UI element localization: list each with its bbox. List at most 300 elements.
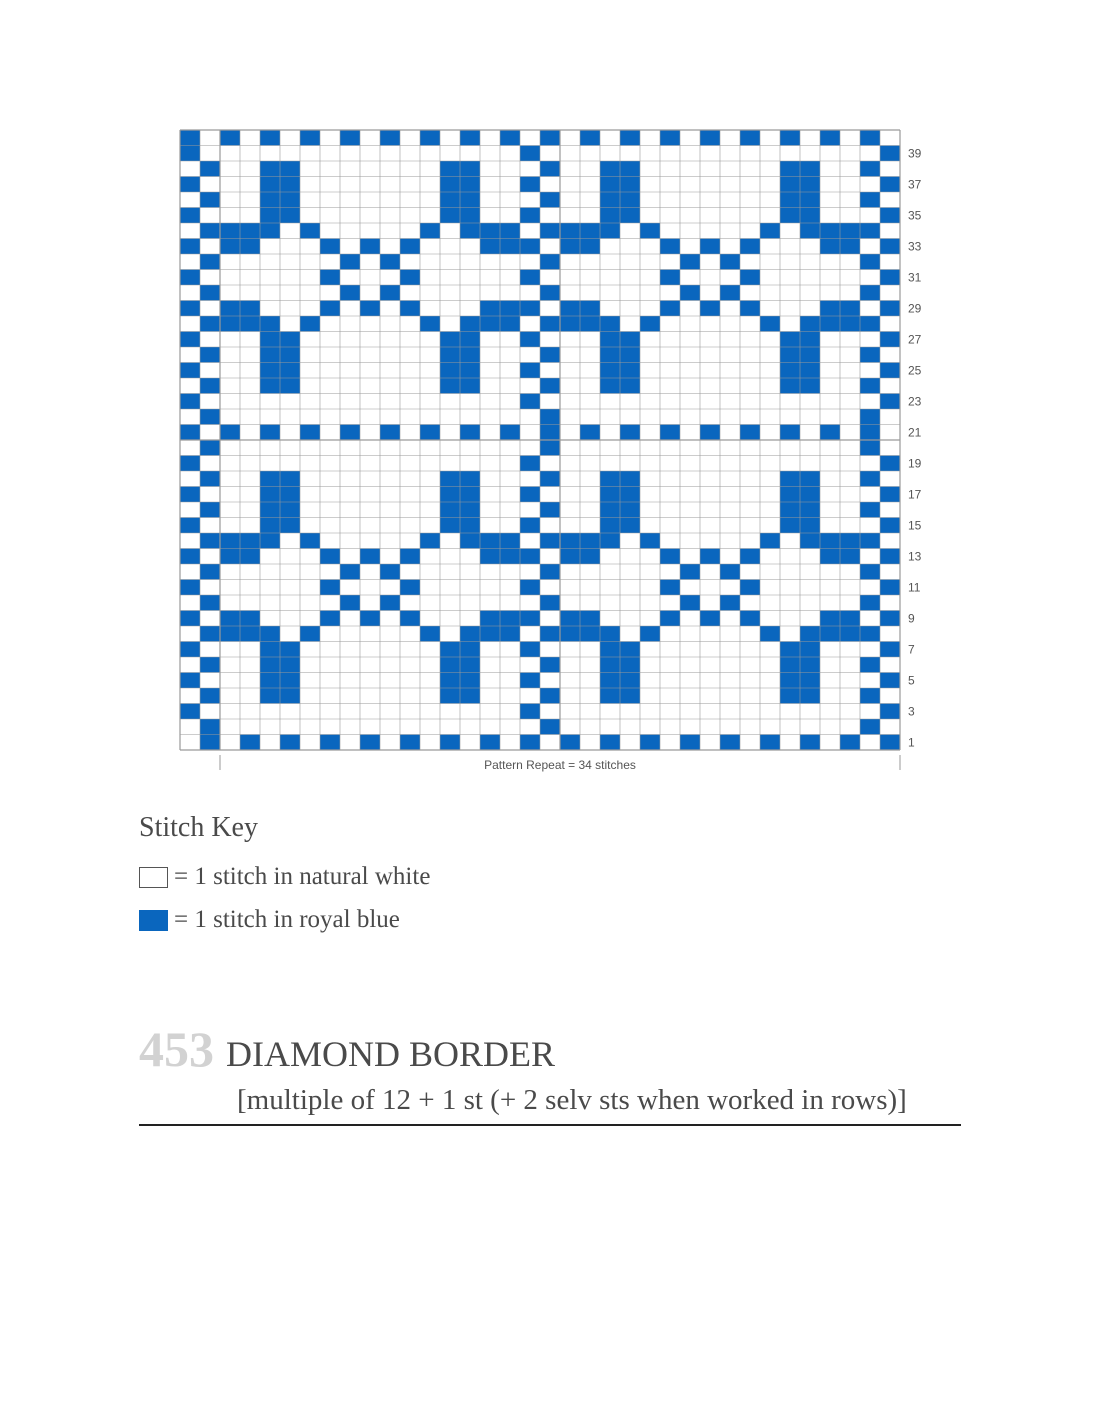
stitch-cell xyxy=(820,146,840,162)
stitch-cell xyxy=(640,177,660,193)
stitch-cell xyxy=(560,626,580,642)
stitch-cell xyxy=(640,440,660,456)
stitch-cell xyxy=(520,533,540,549)
stitch-cell xyxy=(720,161,740,177)
stitch-cell xyxy=(420,456,440,472)
stitch-cell xyxy=(520,301,540,317)
stitch-cell xyxy=(540,161,560,177)
stitch-cell xyxy=(340,595,360,611)
stitch-cell xyxy=(620,657,640,673)
stitch-cell xyxy=(600,518,620,534)
stitch-cell xyxy=(840,580,860,596)
stitch-cell xyxy=(420,657,440,673)
stitch-cell xyxy=(780,270,800,286)
stitch-cell xyxy=(460,688,480,704)
stitch-cell xyxy=(360,595,380,611)
stitch-cell xyxy=(340,719,360,735)
stitch-cell xyxy=(380,533,400,549)
stitch-cell xyxy=(440,425,460,441)
stitch-cell xyxy=(440,595,460,611)
stitch-cell xyxy=(620,564,640,580)
stitch-cell xyxy=(280,301,300,317)
stitch-cell xyxy=(780,440,800,456)
stitch-cell xyxy=(640,223,660,239)
stitch-cell xyxy=(200,332,220,348)
stitch-cell xyxy=(180,425,200,441)
stitch-cell xyxy=(440,239,460,255)
stitch-cell xyxy=(700,270,720,286)
stitch-cell xyxy=(240,673,260,689)
stitch-cell xyxy=(880,704,900,720)
stitch-cell xyxy=(360,347,380,363)
stitch-cell xyxy=(720,177,740,193)
stitch-cell xyxy=(840,208,860,224)
stitch-cell xyxy=(880,456,900,472)
stitch-cell xyxy=(220,146,240,162)
stitch-cell xyxy=(700,409,720,425)
row-label: 37 xyxy=(908,177,922,192)
stitch-cell xyxy=(780,378,800,394)
stitch-cell xyxy=(500,471,520,487)
stitch-cell xyxy=(640,363,660,379)
stitch-cell xyxy=(360,673,380,689)
stitch-cell xyxy=(480,533,500,549)
stitch-cell xyxy=(620,440,640,456)
stitch-cell xyxy=(300,657,320,673)
stitch-cell xyxy=(860,177,880,193)
stitch-cell xyxy=(560,719,580,735)
stitch-cell xyxy=(320,533,340,549)
stitch-cell xyxy=(520,564,540,580)
stitch-cell xyxy=(320,192,340,208)
stitch-cell xyxy=(400,239,420,255)
stitch-cell xyxy=(860,239,880,255)
stitch-cell xyxy=(520,208,540,224)
stitch-cell xyxy=(320,549,340,565)
stitch-cell xyxy=(820,161,840,177)
stitch-cell xyxy=(400,673,420,689)
stitch-cell xyxy=(240,161,260,177)
stitch-cell xyxy=(860,518,880,534)
stitch-cell xyxy=(200,239,220,255)
stitch-cell xyxy=(520,409,540,425)
stitch-cell xyxy=(840,254,860,270)
stitch-cell xyxy=(540,316,560,332)
stitch-cell xyxy=(780,533,800,549)
stitch-cell xyxy=(880,208,900,224)
stitch-cell xyxy=(860,549,880,565)
stitch-cell xyxy=(320,673,340,689)
stitch-cell xyxy=(580,704,600,720)
stitch-cell xyxy=(840,409,860,425)
stitch-cell xyxy=(460,254,480,270)
stitch-cell xyxy=(460,533,480,549)
stitch-cell xyxy=(600,161,620,177)
stitch-cell xyxy=(640,285,660,301)
stitch-cell xyxy=(340,518,360,534)
stitch-cell xyxy=(360,533,380,549)
stitch-cell xyxy=(620,487,640,503)
stitch-cell xyxy=(560,456,580,472)
stitch-cell xyxy=(500,564,520,580)
stitch-cell xyxy=(420,363,440,379)
stitch-cell xyxy=(440,332,460,348)
stitch-cell xyxy=(740,301,760,317)
row-label: 23 xyxy=(908,394,922,409)
stitch-cell xyxy=(720,735,740,751)
stitch-cell xyxy=(300,642,320,658)
stitch-cell xyxy=(220,270,240,286)
stitch-cell xyxy=(580,270,600,286)
stitch-cell xyxy=(280,549,300,565)
stitch-cell xyxy=(760,425,780,441)
stitch-cell xyxy=(400,192,420,208)
stitch-cell xyxy=(660,425,680,441)
stitch-cell xyxy=(220,518,240,534)
stitch-cell xyxy=(180,270,200,286)
stitch-cell xyxy=(580,332,600,348)
stitch-cell xyxy=(860,564,880,580)
stitch-cell xyxy=(760,440,780,456)
stitch-cell xyxy=(700,549,720,565)
stitch-cell xyxy=(520,192,540,208)
stitch-cell xyxy=(580,316,600,332)
stitch-cell xyxy=(860,502,880,518)
stitch-cell xyxy=(820,347,840,363)
stitch-cell xyxy=(840,657,860,673)
stitch-cell xyxy=(380,223,400,239)
stitch-cell xyxy=(780,719,800,735)
stitch-cell xyxy=(740,270,760,286)
stitch-cell xyxy=(500,735,520,751)
stitch-cell xyxy=(320,564,340,580)
stitch-key-title: Stitch Key xyxy=(139,812,258,843)
stitch-cell xyxy=(560,580,580,596)
stitch-cell xyxy=(520,502,540,518)
stitch-cell xyxy=(720,146,740,162)
stitch-cell xyxy=(280,440,300,456)
stitch-cell xyxy=(180,471,200,487)
stitch-cell xyxy=(440,378,460,394)
stitch-cell xyxy=(240,533,260,549)
stitch-cell xyxy=(860,208,880,224)
stitch-cell xyxy=(180,363,200,379)
stitch-cell xyxy=(620,378,640,394)
stitch-cell xyxy=(520,456,540,472)
stitch-cell xyxy=(300,564,320,580)
stitch-cell xyxy=(840,425,860,441)
stitch-cell xyxy=(880,223,900,239)
row-label: 17 xyxy=(908,487,922,502)
stitch-cell xyxy=(380,192,400,208)
stitch-cell xyxy=(480,502,500,518)
stitch-cell xyxy=(680,316,700,332)
stitch-cell xyxy=(220,719,240,735)
stitch-cell xyxy=(760,208,780,224)
stitch-cell xyxy=(560,549,580,565)
stitch-cell xyxy=(180,518,200,534)
stitch-cell xyxy=(520,378,540,394)
stitch-cell xyxy=(420,332,440,348)
stitch-cell xyxy=(600,719,620,735)
stitch-cell xyxy=(200,580,220,596)
stitch-cell xyxy=(720,285,740,301)
stitch-cell xyxy=(220,673,240,689)
stitch-cell xyxy=(580,440,600,456)
stitch-cell xyxy=(720,270,740,286)
stitch-cell xyxy=(700,130,720,146)
stitch-cell xyxy=(540,425,560,441)
stitch-cell xyxy=(440,533,460,549)
stitch-cell xyxy=(860,533,880,549)
stitch-cell xyxy=(700,223,720,239)
stitch-cell xyxy=(860,409,880,425)
stitch-cell xyxy=(740,161,760,177)
stitch-cell xyxy=(560,409,580,425)
stitch-cell xyxy=(520,518,540,534)
stitch-cell xyxy=(780,642,800,658)
stitch-cell xyxy=(820,285,840,301)
stitch-cell xyxy=(180,719,200,735)
stitch-cell xyxy=(560,177,580,193)
stitch-cell xyxy=(280,564,300,580)
stitch-cell xyxy=(840,394,860,410)
stitch-cell xyxy=(540,239,560,255)
stitch-cell xyxy=(720,347,740,363)
stitch-cell xyxy=(560,425,580,441)
stitch-cell xyxy=(640,425,660,441)
stitch-cell xyxy=(240,223,260,239)
stitch-cell xyxy=(540,533,560,549)
stitch-cell xyxy=(560,518,580,534)
stitch-cell xyxy=(720,394,740,410)
stitch-cell xyxy=(260,626,280,642)
stitch-cell xyxy=(880,564,900,580)
stitch-cell xyxy=(500,409,520,425)
stitch-cell xyxy=(820,378,840,394)
stitch-cell xyxy=(720,580,740,596)
stitch-cell xyxy=(480,487,500,503)
stitch-cell xyxy=(540,719,560,735)
stitch-cell xyxy=(400,688,420,704)
stitch-cell xyxy=(840,130,860,146)
stitch-cell xyxy=(880,363,900,379)
stitch-cell xyxy=(880,301,900,317)
row-label: 25 xyxy=(908,363,922,378)
stitch-cell xyxy=(380,254,400,270)
stitch-cell xyxy=(200,735,220,751)
stitch-cell xyxy=(260,146,280,162)
stitch-cell xyxy=(800,735,820,751)
stitch-cell xyxy=(340,270,360,286)
stitch-cell xyxy=(620,285,640,301)
stitch-cell xyxy=(620,533,640,549)
stitch-cell xyxy=(260,580,280,596)
stitch-cell xyxy=(680,161,700,177)
stitch-cell xyxy=(680,564,700,580)
stitch-cell xyxy=(200,130,220,146)
stitch-cell xyxy=(380,394,400,410)
stitch-cell xyxy=(880,378,900,394)
stitch-cell xyxy=(520,425,540,441)
stitch-cell xyxy=(340,440,360,456)
stitch-cell xyxy=(700,425,720,441)
stitch-cell xyxy=(400,580,420,596)
stitch-cell xyxy=(180,533,200,549)
stitch-cell xyxy=(540,378,560,394)
stitch-cell xyxy=(180,161,200,177)
stitch-cell xyxy=(260,285,280,301)
stitch-cell xyxy=(280,332,300,348)
stitch-cell xyxy=(360,611,380,627)
stitch-cell xyxy=(620,409,640,425)
stitch-cell xyxy=(620,704,640,720)
stitch-cell xyxy=(740,549,760,565)
stitch-cell xyxy=(300,487,320,503)
stitch-cell xyxy=(600,502,620,518)
stitch-cell xyxy=(680,580,700,596)
stitch-cell xyxy=(280,239,300,255)
stitch-cell xyxy=(840,223,860,239)
stitch-cell xyxy=(760,254,780,270)
stitch-cell xyxy=(660,595,680,611)
stitch-cell xyxy=(480,130,500,146)
stitch-cell xyxy=(740,533,760,549)
stitch-cell xyxy=(440,146,460,162)
stitch-cell xyxy=(240,440,260,456)
stitch-cell xyxy=(640,146,660,162)
stitch-cell xyxy=(820,673,840,689)
stitch-cell xyxy=(580,130,600,146)
stitch-cell xyxy=(560,642,580,658)
stitch-cell xyxy=(500,130,520,146)
stitch-cell xyxy=(640,673,660,689)
stitch-cell xyxy=(540,688,560,704)
stitch-cell xyxy=(560,363,580,379)
stitch-cell xyxy=(820,626,840,642)
stitch-cell xyxy=(340,192,360,208)
stitch-cell xyxy=(880,332,900,348)
stitch-cell xyxy=(220,130,240,146)
stitch-cell xyxy=(340,425,360,441)
stitch-cell xyxy=(800,223,820,239)
stitch-cell xyxy=(820,270,840,286)
stitch-cell xyxy=(680,688,700,704)
stitch-cell xyxy=(780,146,800,162)
stitch-cell xyxy=(580,347,600,363)
stitch-cell xyxy=(360,735,380,751)
stitch-cell xyxy=(220,735,240,751)
stitch-cell xyxy=(200,657,220,673)
stitch-cell xyxy=(780,347,800,363)
stitch-cell xyxy=(340,487,360,503)
stitch-cell xyxy=(660,192,680,208)
stitch-cell xyxy=(240,704,260,720)
stitch-cell xyxy=(400,409,420,425)
stitch-cell xyxy=(820,301,840,317)
stitch-cell xyxy=(240,642,260,658)
stitch-cell xyxy=(340,549,360,565)
stitch-cell xyxy=(580,688,600,704)
stitch-cell xyxy=(340,378,360,394)
stitch-cell xyxy=(460,270,480,286)
stitch-cell xyxy=(580,735,600,751)
stitch-cell xyxy=(580,657,600,673)
stitch-cell xyxy=(460,161,480,177)
stitch-cell xyxy=(760,363,780,379)
stitch-cell xyxy=(440,673,460,689)
stitch-cell xyxy=(420,595,440,611)
stitch-cell xyxy=(500,657,520,673)
stitch-cell xyxy=(300,673,320,689)
stitch-cell xyxy=(620,595,640,611)
stitch-cell xyxy=(740,502,760,518)
stitch-cell xyxy=(360,487,380,503)
stitch-cell xyxy=(540,580,560,596)
row-label: 35 xyxy=(908,208,922,223)
stitch-cell xyxy=(240,347,260,363)
stitch-cell xyxy=(820,192,840,208)
stitch-cell xyxy=(200,611,220,627)
stitch-cell xyxy=(660,456,680,472)
stitch-cell xyxy=(700,518,720,534)
stitch-cell xyxy=(740,611,760,627)
stitch-cell xyxy=(320,471,340,487)
stitch-cell xyxy=(400,177,420,193)
stitch-cell xyxy=(320,394,340,410)
stitch-cell xyxy=(540,611,560,627)
stitch-cell xyxy=(260,425,280,441)
stitch-cell xyxy=(600,347,620,363)
stitch-cell xyxy=(460,316,480,332)
stitch-cell xyxy=(220,285,240,301)
stitch-cell xyxy=(700,440,720,456)
stitch-cell xyxy=(820,394,840,410)
stitch-cell xyxy=(440,549,460,565)
stitch-cell xyxy=(880,611,900,627)
row-label: 33 xyxy=(908,239,922,254)
stitch-cell xyxy=(760,192,780,208)
stitch-cell xyxy=(660,409,680,425)
stitch-cell xyxy=(440,440,460,456)
stitch-cell xyxy=(200,347,220,363)
stitch-cell xyxy=(600,564,620,580)
stitch-cell xyxy=(500,673,520,689)
stitch-cell xyxy=(300,735,320,751)
stitch-cell xyxy=(800,285,820,301)
stitch-cell xyxy=(700,673,720,689)
stitch-cell xyxy=(200,223,220,239)
stitch-cell xyxy=(340,580,360,596)
stitch-cell xyxy=(400,440,420,456)
stitch-cell xyxy=(340,564,360,580)
stitch-cell xyxy=(440,688,460,704)
stitch-cell xyxy=(860,657,880,673)
stitch-cell xyxy=(200,626,220,642)
stitch-cell xyxy=(680,657,700,673)
stitch-cell xyxy=(220,456,240,472)
stitch-cell xyxy=(380,347,400,363)
stitch-cell xyxy=(820,456,840,472)
stitch-cell xyxy=(180,487,200,503)
stitch-cell xyxy=(440,363,460,379)
row-label: 11 xyxy=(908,580,921,595)
stitch-cell xyxy=(840,688,860,704)
stitch-cell xyxy=(720,239,740,255)
stitch-cell xyxy=(800,239,820,255)
stitch-cell xyxy=(520,394,540,410)
stitch-cell xyxy=(660,316,680,332)
